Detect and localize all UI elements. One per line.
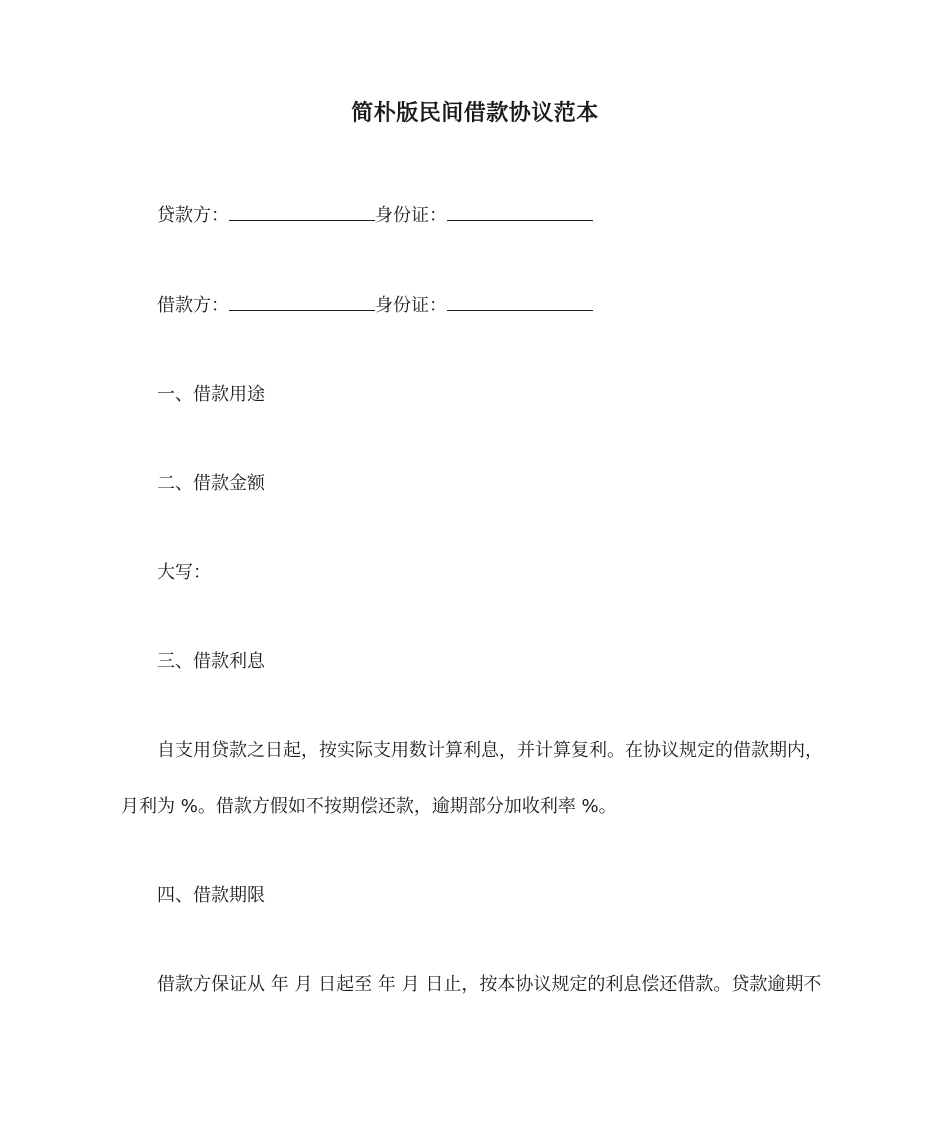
borrower-id-label: 身份证：: [375, 295, 447, 316]
borrower-label: 借款方：: [157, 295, 229, 316]
term-paragraph-line-1: 借款方保证从 年 月 日起至 年 月 日止，按本协议规定的利息偿还借款。贷款逾期不: [157, 974, 822, 995]
interest-paragraph-line-1: 自支用贷款之日起，按实际支用数计算利息，并计算复利。在协议规定的借款期内，: [157, 740, 823, 761]
lender-label: 贷款方：: [157, 205, 229, 226]
document-title: 简朴版民间借款协议范本: [351, 101, 599, 126]
borrower-line: [157, 292, 593, 320]
lender-id-label: 身份证：: [375, 205, 447, 226]
section-heading-purpose: 一、借款用途: [157, 384, 265, 405]
interest-paragraph-line-2: 月利为 %。借款方假如不按期偿还款，逾期部分加收利率 %。: [121, 796, 617, 817]
lender-id-blank[interactable]: [447, 202, 593, 221]
borrower-name-blank[interactable]: [229, 292, 375, 311]
lender-line: [157, 202, 593, 230]
borrower-id-blank[interactable]: [447, 292, 593, 311]
amount-capital-label: 大写：: [157, 562, 211, 583]
section-heading-amount: 二、借款金额: [157, 473, 265, 494]
section-heading-interest: 三、借款利息: [157, 651, 265, 672]
lender-name-blank[interactable]: [229, 202, 375, 221]
section-heading-term: 四、借款期限: [157, 885, 265, 906]
